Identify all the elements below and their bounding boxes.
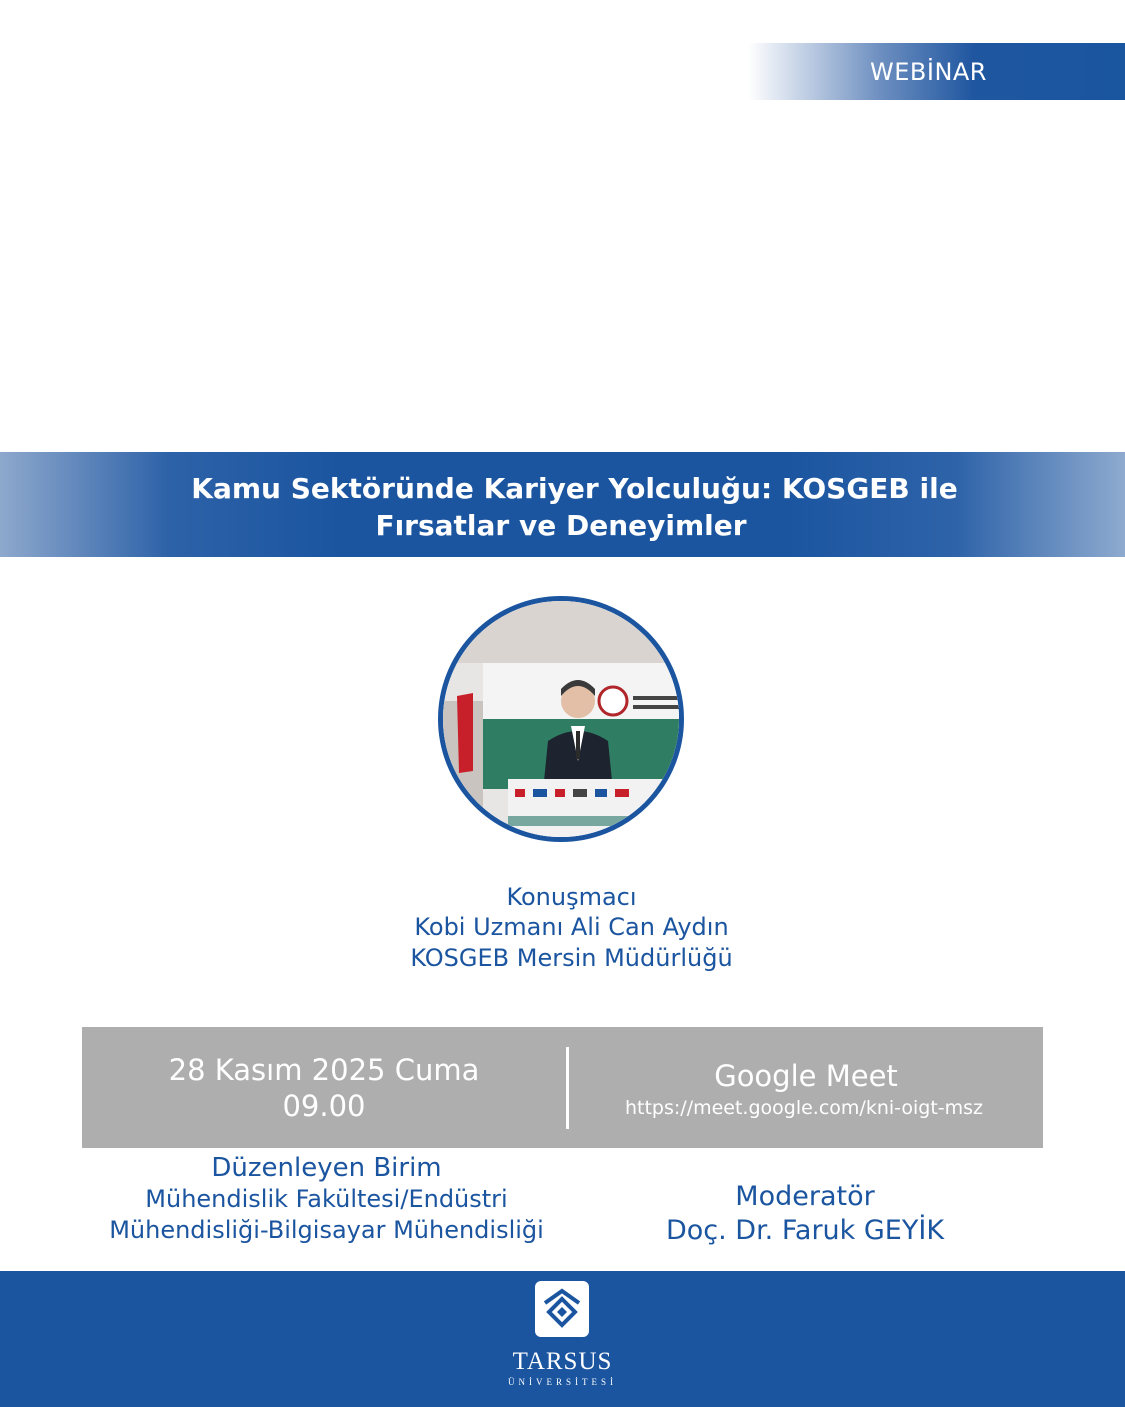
webinar-badge-label: WEBİNAR	[870, 58, 987, 86]
event-date: 28 Kasım 2025 Cuma	[168, 1053, 480, 1087]
university-emblem-icon	[535, 1281, 589, 1337]
speaker-name: Kobi Uzmanı Ali Can Aydın	[414, 913, 729, 941]
event-title-line-2: Fırsatlar ve Deneyimler	[375, 509, 747, 542]
organizer-line-2: Mühendisliği-Bilgisayar Mühendisliği	[109, 1216, 544, 1244]
event-time: 09.00	[282, 1089, 366, 1123]
university-subtitle: ÜNİVERSİTESİ	[508, 1377, 617, 1387]
meeting-link[interactable]: https://meet.google.com/kni-oigt-msz	[624, 1097, 984, 1119]
speaker-photo-illustration	[443, 601, 679, 837]
speaker-role: Konuşmacı	[506, 883, 637, 911]
event-platform: Google Meet	[714, 1059, 898, 1093]
university-logo-emblem	[535, 1281, 589, 1337]
moderator-name: Doç. Dr. Faruk GEYİK	[665, 1215, 945, 1246]
university-name: TARSUS	[512, 1348, 613, 1375]
moderator-heading: Moderatör	[735, 1181, 875, 1212]
event-title-line-1: Kamu Sektöründe Kariyer Yolculuğu: KOSGEB ile	[191, 472, 958, 505]
speaker-photo	[438, 596, 684, 842]
organizer-line-1: Mühendislik Fakültesi/Endüstri	[145, 1185, 508, 1213]
speaker-institution: KOSGEB Mersin Müdürlüğü	[410, 944, 733, 972]
organizer-heading: Düzenleyen Birim	[211, 1153, 442, 1183]
